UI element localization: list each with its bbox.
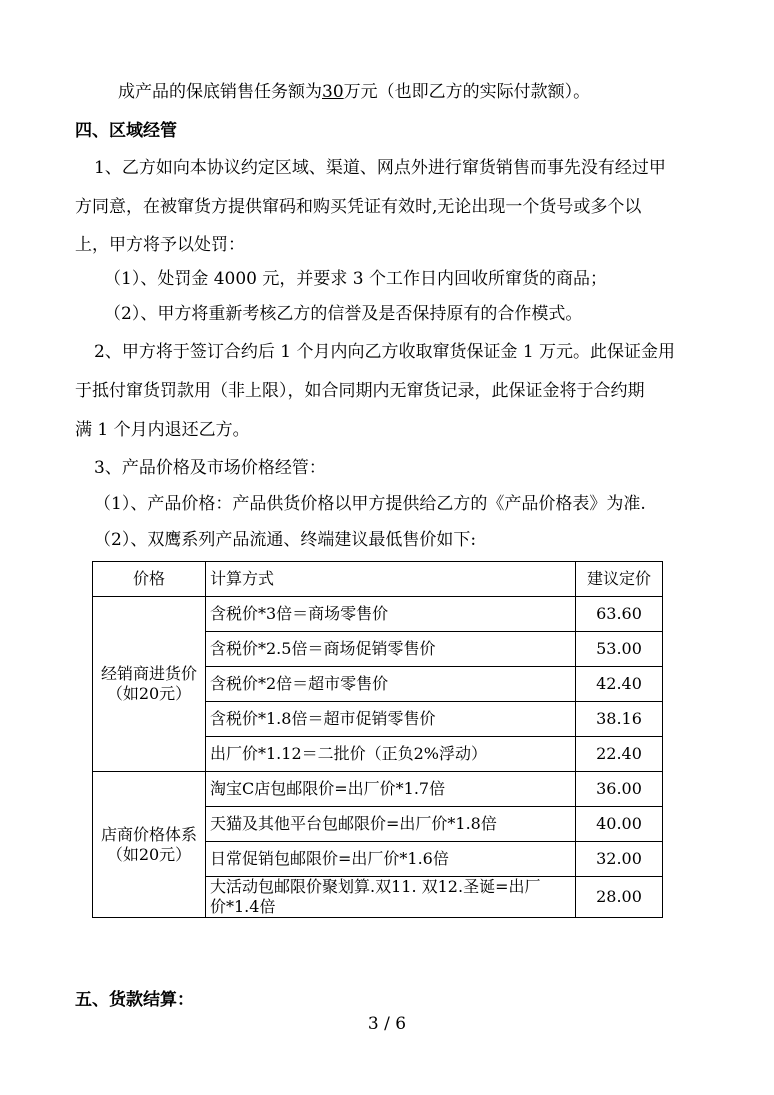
price-cell: 63.60: [576, 597, 663, 632]
method-cell: 含税价*2.5倍＝商场促销零售价: [206, 632, 576, 667]
method-cell: 含税价*3倍＝商场零售价: [206, 597, 576, 632]
page-number: 3 / 6: [367, 1014, 407, 1034]
group-label: 经销商进货价: [100, 664, 197, 683]
group-label: （如20元）: [106, 844, 192, 864]
price-cell: 38.16: [576, 702, 663, 737]
paragraph-line: （2）、甲方将重新考核乙方的信誉及是否保持原有的合作模式。: [104, 304, 583, 324]
paragraph-line: 1、乙方如向本协议约定区域、渠道、网点外进行窜货销售而事先没有经过甲: [94, 158, 666, 178]
text-segment: 万元（也即乙方的实际付款额）。: [343, 82, 591, 102]
method-cell: 含税价*2倍＝超市零售价: [206, 667, 576, 702]
column-header: 计算方式: [206, 562, 576, 597]
section-heading-4: 四、区域经管: [75, 121, 177, 141]
paragraph-line: （1）、处罚金 4000 元，并要求 3 个工作日内回收所窜货的商品；: [104, 269, 608, 289]
method-cell: 淘宝C店包邮限价=出厂价*1.7倍: [206, 772, 576, 807]
price-cell: 32.00: [576, 842, 663, 877]
column-header: 价格: [93, 562, 206, 597]
paragraph-sales-task: [118, 81, 590, 103]
method-cell: 出厂价*1.12＝二批价（正负2%浮动）: [206, 737, 576, 772]
price-cell: 28.00: [576, 877, 663, 918]
price-cell: 40.00: [576, 807, 663, 842]
method-line: 大活动包邮限价聚划算.双11. 双12.圣诞=出厂: [210, 877, 541, 896]
method-cell: [206, 877, 576, 918]
method-cell: 天猫及其他平台包邮限价=出厂价*1.8倍: [206, 807, 576, 842]
paragraph-line: 3、产品价格及市场价格经管：: [94, 458, 326, 478]
table-header-row: [93, 562, 663, 597]
price-table: [92, 561, 663, 918]
column-header: 建议定价: [576, 562, 663, 597]
method-cell: 日常促销包邮限价=出厂价*1.6倍: [206, 842, 576, 877]
paragraph-line: （1）、产品价格：产品供货价格以甲方提供给乙方的《产品价格表》为准.: [94, 494, 646, 514]
group-label: 店商价格体系: [100, 824, 197, 844]
price-cell: 36.00: [576, 772, 663, 807]
price-cell: 42.40: [576, 667, 663, 702]
paragraph-line: 满 1 个月内退还乙方。: [75, 420, 250, 440]
method-line: 价*1.4倍: [210, 897, 276, 916]
paragraph-line: 上，甲方将予以处罚：: [75, 235, 245, 255]
price-cell: 53.00: [576, 632, 663, 667]
price-cell: 22.40: [576, 737, 663, 772]
paragraph-line: 方同意，在被窜货方提供窜码和购买凭证有效时,无论出现一个货号或多个以: [75, 197, 642, 217]
group-label: （如20元）: [106, 684, 192, 703]
amount-value: 30: [322, 82, 344, 102]
group-cell-store: [93, 772, 206, 918]
paragraph-line: 2、甲方将于签订合约后 1 个月内向乙方收取窜货保证金 1 万元。此保证金用: [94, 342, 676, 362]
group-cell-distributor: [93, 597, 206, 772]
table-row: [93, 772, 663, 807]
paragraph-line: （2）、双鹰系列产品流通、终端建议最低售价如下:: [94, 530, 477, 550]
table-row: [93, 597, 663, 632]
method-cell: 含税价*1.8倍＝超市促销零售价: [206, 702, 576, 737]
section-heading-5: 五、货款结算：: [75, 990, 194, 1010]
paragraph-line: 于抵付窜货罚款用（非上限），如合同期内无窜货记录，此保证金将于合约期: [75, 381, 645, 401]
text-segment: 成产品的保底销售任务额为: [118, 82, 322, 102]
